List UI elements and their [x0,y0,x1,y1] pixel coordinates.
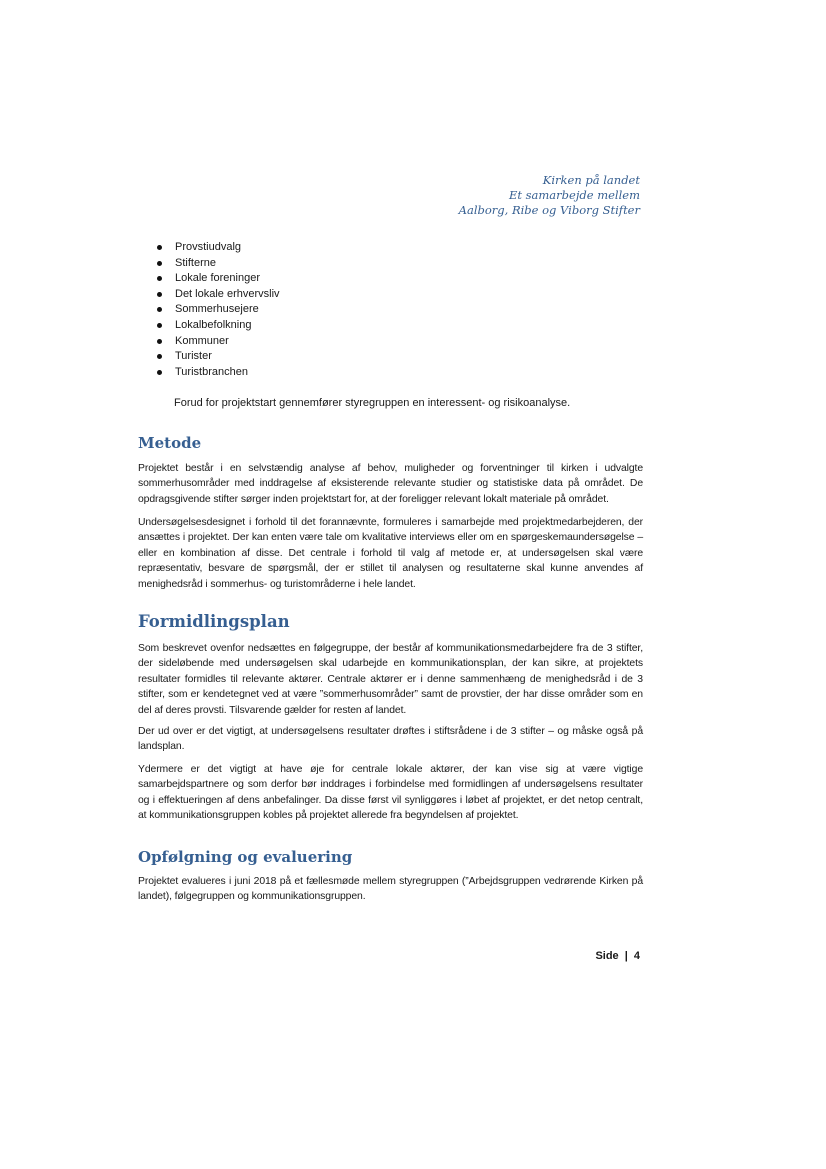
stakeholder-note: Forud for projektstart gennemfører styregruppen en interessent- og risikoanalyse. [174,397,571,409]
metode-paragraph-1: Projektet består i en selvstændig analyse af behov, muligheder og forventninger til kirken i udvalgte sommerhusområder med inddragelse af eksisterende relevante studier og statistiske data på området. De opdragsgivende stifter sørger inden projektstart for, at der foreligger relevant lokalt materiale på området. [138,463,643,505]
list-item: Provstiudvalg [155,240,280,256]
list-item: Lokale foreninger [155,271,280,287]
running-header [459,173,640,218]
header-dioceses: Aalborg, Ribe og Viborg Stifter [458,203,640,217]
list-item: Kommuner [155,334,280,350]
list-item: Sommerhusejere [155,302,280,318]
list-item: Det lokale erhvervsliv [155,287,280,303]
bullet-icon [157,323,162,328]
bullet-icon [157,292,162,297]
bullet-icon [157,354,162,359]
bullet-icon [157,307,162,312]
page-label: Side [595,950,619,962]
list-item: Stifterne [155,256,280,272]
formidling-paragraph-3: Ydermere er det vigtigt at have øje for centrale lokale aktører, der kan vise sig at være vigtige samarbejdspartnere og som derfor bør inddrages i forbindelse med formidlingen af undersøgelsens resultater og i effektueringen af dens anbefalinger. Da disse først vil synliggøres i løbet af projektet, er det netop centralt, at kommunikationsgruppen kobles på projektet allerede fra begyndelsen af projektet. [138,764,643,822]
list-item: Turistbranchen [155,365,280,381]
formidling-paragraph-2: Der ud over er det vigtigt, at undersøgelsens resultater drøftes i stiftsrådene i de 3 stifter – og måske også på landsplan. [138,726,643,753]
metode-paragraph-2: Undersøgelsesdesignet i forhold til det forannævnte, formuleres i samarbejde med projektmedarbejderen, der ansættes i projektet. Der kan enten være tale om kvalitative interviews eller om en spørgeskemaundersøgelse – eller en kombination af disse. Det centrale i forhold til valg af metode er, at undersøgelsen skal være repræsentativ, besvare de spørgsmål, der er stillet til analysen og resultaterne skal kunne anvendes af menighedsråd i sommerhus- og turistområderne i hele landet. [138,517,643,590]
header-title: Kirken på landet [542,173,640,187]
list-item: Lokalbefolkning [155,318,280,334]
opfoelgning-paragraph-1: Projektet evalueres i juni 2018 på et fællesmøde mellem styregruppen (”Arbejdsgruppen vedrørende Kirken på landet), følgegruppen og kommunikationsgruppen. [138,876,643,903]
formidling-paragraph-1: Som beskrevet ovenfor nedsættes en følgegruppe, der består af kommunikationsmedarbejdere fra de 3 stifter, der sideløbende med undersøgelsen skal udarbejde en kommunikationsplan, der kan sikre, at projektets resultater formidles til relevante aktører. Centrale aktører er i denne sammenhæng de menighedsråd i de 3 stifter, som er kendetegnet ved at være ”sommerhusområder” samt de provstier, der har disse områder som en del af deres provsti. Tilsvarende gælder for resten af landet. [138,643,643,716]
section-heading-opfoelgning: Opfølgning og evaluering [138,848,353,866]
stakeholder-list [155,240,280,380]
page-separator: | [624,950,628,962]
section-heading-formidlingsplan: Formidlingsplan [138,612,290,631]
bullet-icon [157,339,162,344]
bullet-icon [157,370,162,375]
page-footer [595,950,640,962]
header-subtitle: Et samarbejde mellem [508,188,640,202]
bullet-icon [157,245,162,250]
bullet-icon [157,276,162,281]
bullet-icon [157,261,162,266]
list-item: Turister [155,349,280,365]
section-heading-metode: Metode [138,434,202,452]
page-number: 4 [633,950,640,962]
